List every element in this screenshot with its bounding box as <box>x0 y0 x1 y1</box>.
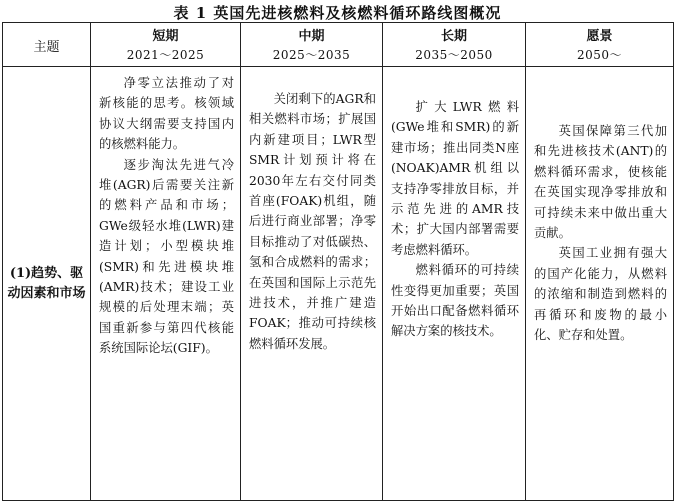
header-short-term <box>91 23 241 67</box>
cell-long-term <box>383 67 526 501</box>
header-mid-term-years: 2025～2035 <box>272 48 351 62</box>
short-term-paragraph: 逐步淘汰先进气冷堆(AGR)后需要关注新的燃料产品和市场；GWe级轻水堆(LWR)建造计划；小型模块堆(SMR)和先进模块堆(AMR)技术；建设工业规模的后处理末端；英国重新参与第四代核能系统国际论坛(GIF)。 <box>99 157 234 356</box>
header-mid-term-label: 中期 <box>298 29 325 44</box>
header-long-term <box>383 23 526 67</box>
long-term-paragraph: 扩大LWR燃料(GWe堆和SMR)的新建市场；推出同类N座(NOAK)AMR机组以支持净零排放目标，并示范先进的AMR技术；扩大国内部署需要考虑燃料循环。 <box>391 100 519 257</box>
header-long-term-years: 2035～2050 <box>415 48 493 62</box>
roadmap-table <box>2 22 674 501</box>
cell-mid-term <box>241 67 383 501</box>
mid-term-paragraph: 关闭剩下的AGR和相关燃料市场；扩展国内新建项目；LWR型SMR计划预计将在2030年左右交付同类首座(FOAK)机组，随后进行商业部署；净零目标推动了对低碳热、氢和合成燃料的需求；在英国和国际上示范先进技术，并推广建造FOAK；推动可持续核燃料循环发展。 <box>249 92 376 351</box>
row-topic: (1)趋势、驱动因素和市场 <box>3 67 91 501</box>
header-short-term-years: 2021～2025 <box>126 48 205 62</box>
header-topic: 主题 <box>3 23 91 67</box>
header-vision <box>526 23 674 67</box>
header-short-term-label: 短期 <box>152 29 179 44</box>
table-row <box>3 67 674 501</box>
table-title: 表 1 英国先进核燃料及核燃料循环路线图概况 <box>173 4 502 22</box>
header-vision-years: 2050～ <box>576 48 623 62</box>
short-term-paragraph: 净零立法推动了对新核能的思考。核领域协议大纲需要支持国内的核燃料能力。 <box>99 76 234 152</box>
cell-short-term <box>91 67 241 501</box>
header-row <box>3 23 674 67</box>
long-term-paragraph: 燃料循环的可持续性变得更加重要；英国开始出口配备燃料循环解决方案的核技术。 <box>391 263 519 339</box>
cell-vision <box>526 67 674 501</box>
header-vision-label: 愿景 <box>586 29 613 44</box>
header-long-term-label: 长期 <box>440 29 467 44</box>
vision-paragraph: 英国工业拥有强大的国产化能力，从燃料的浓缩和制造到燃料的再循环和废物的最小化、贮存和处置。 <box>534 246 667 343</box>
vision-paragraph: 英国保障第三代加和先进核技术(ANT)的燃料循环需求，使核能在英国实现净零排放和可持续未来中做出重大贡献。 <box>534 124 667 241</box>
header-mid-term <box>241 23 383 67</box>
